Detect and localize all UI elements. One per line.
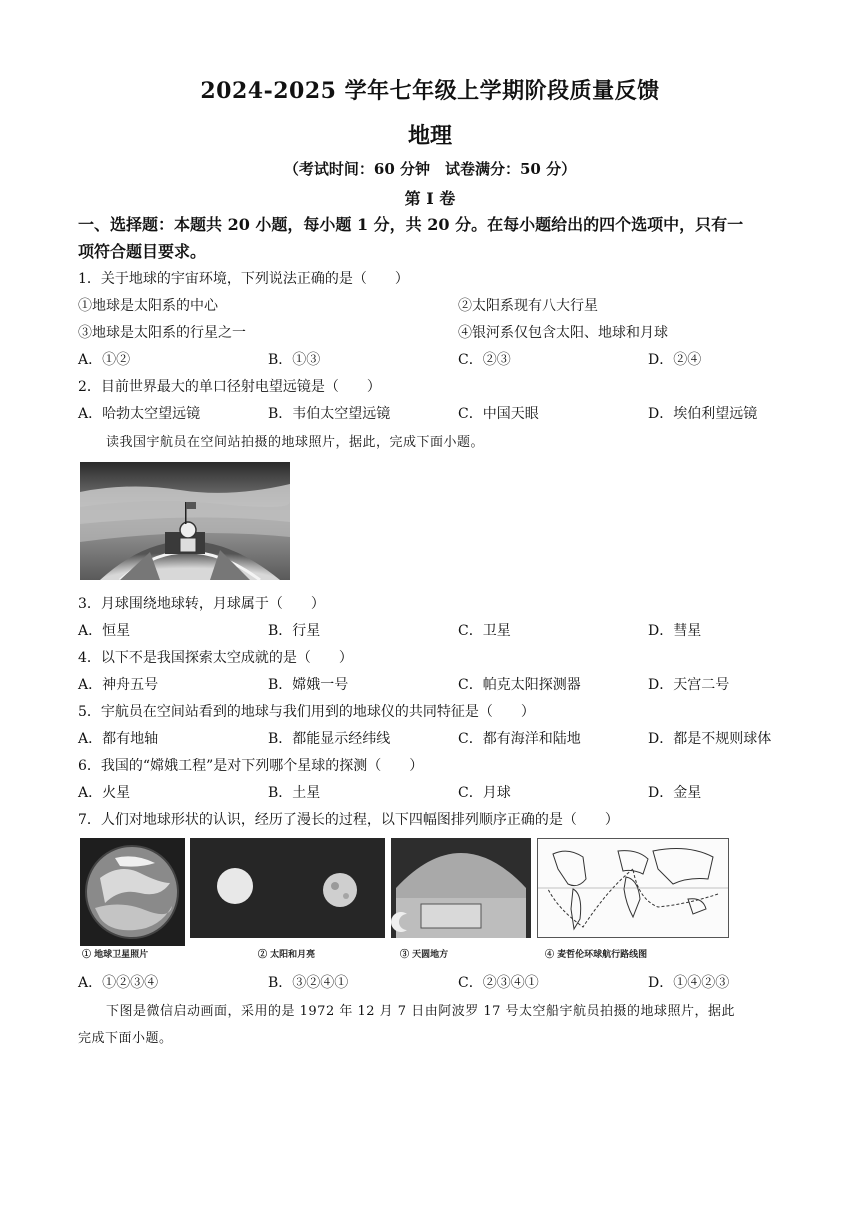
q4-option-c[interactable]: C．帕克太阳探测器 <box>458 677 581 693</box>
q1-statement-1: ①地球是太阳系的中心 <box>78 298 218 314</box>
q5-option-c[interactable]: C．都有海洋和陆地 <box>458 731 581 747</box>
figure-earth-satellite <box>80 838 185 946</box>
question-4-stem: 4．以下不是我国探索太空成就的是（ ） <box>78 650 353 666</box>
q7-option-c[interactable]: C．②③④① <box>458 975 539 991</box>
passage-2-line1: 下图是微信启动画面，采用的是 1972 年 12 月 7 日由阿波罗 17 号太空船宇航员拍摄的地球照片，据此 <box>106 1004 735 1019</box>
question-6-stem: 6．我国的“嫦娥工程”是对下列哪个星球的探测（ ） <box>78 758 424 774</box>
exam-title: 2024-2025 学年七年级上学期阶段质量反馈 <box>200 78 660 104</box>
question-2-stem: 2．目前世界最大的单口径射电望远镜是（ ） <box>78 379 381 395</box>
question-5-stem: 5．宇航员在空间站看到的地球与我们用到的地球仪的共同特征是（ ） <box>78 704 535 720</box>
q4-option-a[interactable]: A．神舟五号 <box>78 677 159 693</box>
q3-option-b[interactable]: B．行星 <box>268 623 321 639</box>
q4-option-b[interactable]: B．嫦娥一号 <box>268 677 349 693</box>
q1-option-a[interactable]: A．①② <box>78 352 131 368</box>
q6-option-c[interactable]: C．月球 <box>458 785 511 801</box>
passage-2-line2: 完成下面小题。 <box>78 1031 173 1046</box>
q1-statement-2: ②太阳系现有八大行星 <box>458 298 598 314</box>
q6-option-d[interactable]: D．金星 <box>648 785 702 801</box>
question-7-stem: 7．人们对地球形状的认识，经历了漫长的过程，以下四幅图排列顺序正确的是（ ） <box>78 812 619 828</box>
q6-option-b[interactable]: B．土星 <box>268 785 321 801</box>
q1-option-b[interactable]: B．①③ <box>268 352 321 368</box>
q2-option-c[interactable]: C．中国天眼 <box>458 406 539 422</box>
figure-sun-moon <box>190 838 385 938</box>
space-station-photo <box>80 462 290 580</box>
exam-info: （考试时间：60 分钟 试卷满分：50 分） <box>283 160 577 178</box>
figure-4-caption: ④ 麦哲伦环球航行路线图 <box>545 950 648 960</box>
q1-statement-4: ④银河系仅包含太阳、地球和月球 <box>458 325 668 341</box>
volume-label: 第 I 卷 <box>404 189 456 208</box>
subject-title: 地理 <box>407 123 452 149</box>
q2-option-b[interactable]: B．韦伯太空望远镜 <box>268 406 391 422</box>
q1-option-d[interactable]: D．②④ <box>648 352 702 368</box>
q4-option-d[interactable]: D．天宫二号 <box>648 677 730 693</box>
q5-option-b[interactable]: B．都能显示经纬线 <box>268 731 391 747</box>
figure-3-caption: ③ 天圆地方 <box>400 950 449 960</box>
q3-option-d[interactable]: D．彗星 <box>648 623 702 639</box>
q1-statement-3: ③地球是太阳系的行星之一 <box>78 325 246 341</box>
question-1-stem: 1．关于地球的宇宙环境，下列说法正确的是（ ） <box>78 271 409 287</box>
question-3-stem: 3．月球围绕地球转，月球属于（ ） <box>78 596 325 612</box>
q7-option-b[interactable]: B．③②④① <box>268 975 349 991</box>
q7-option-d[interactable]: D．①④②③ <box>648 975 730 991</box>
q6-option-a[interactable]: A．火星 <box>78 785 131 801</box>
q5-option-d[interactable]: D．都是不规则球体 <box>648 731 772 747</box>
q2-option-a[interactable]: A．哈勃太空望远镜 <box>78 406 201 422</box>
section-heading-line2: 项符合题目要求。 <box>78 242 207 261</box>
passage-1: 读我国宇航员在空间站拍摄的地球照片，据此，完成下面小题。 <box>106 435 485 450</box>
section-heading <box>78 211 788 265</box>
figure-magellan-route-map <box>537 838 729 938</box>
figure-round-sky-square-earth <box>391 838 531 938</box>
figure-2-caption: ② 太阳和月亮 <box>258 950 316 960</box>
q3-option-a[interactable]: A．恒星 <box>78 623 131 639</box>
figure-1-caption: ① 地球卫星照片 <box>82 950 149 960</box>
q7-option-a[interactable]: A．①②③④ <box>78 975 159 991</box>
q5-option-a[interactable]: A．都有地轴 <box>78 731 159 747</box>
section-heading-line1: 一、选择题：本题共 20 小题，每小题 1 分，共 20 分。在每小题给出的四个选项中，只有一 <box>78 215 744 234</box>
q2-option-d[interactable]: D．埃伯利望远镜 <box>648 406 758 422</box>
q1-option-c[interactable]: C．②③ <box>458 352 511 368</box>
q3-option-c[interactable]: C．卫星 <box>458 623 511 639</box>
